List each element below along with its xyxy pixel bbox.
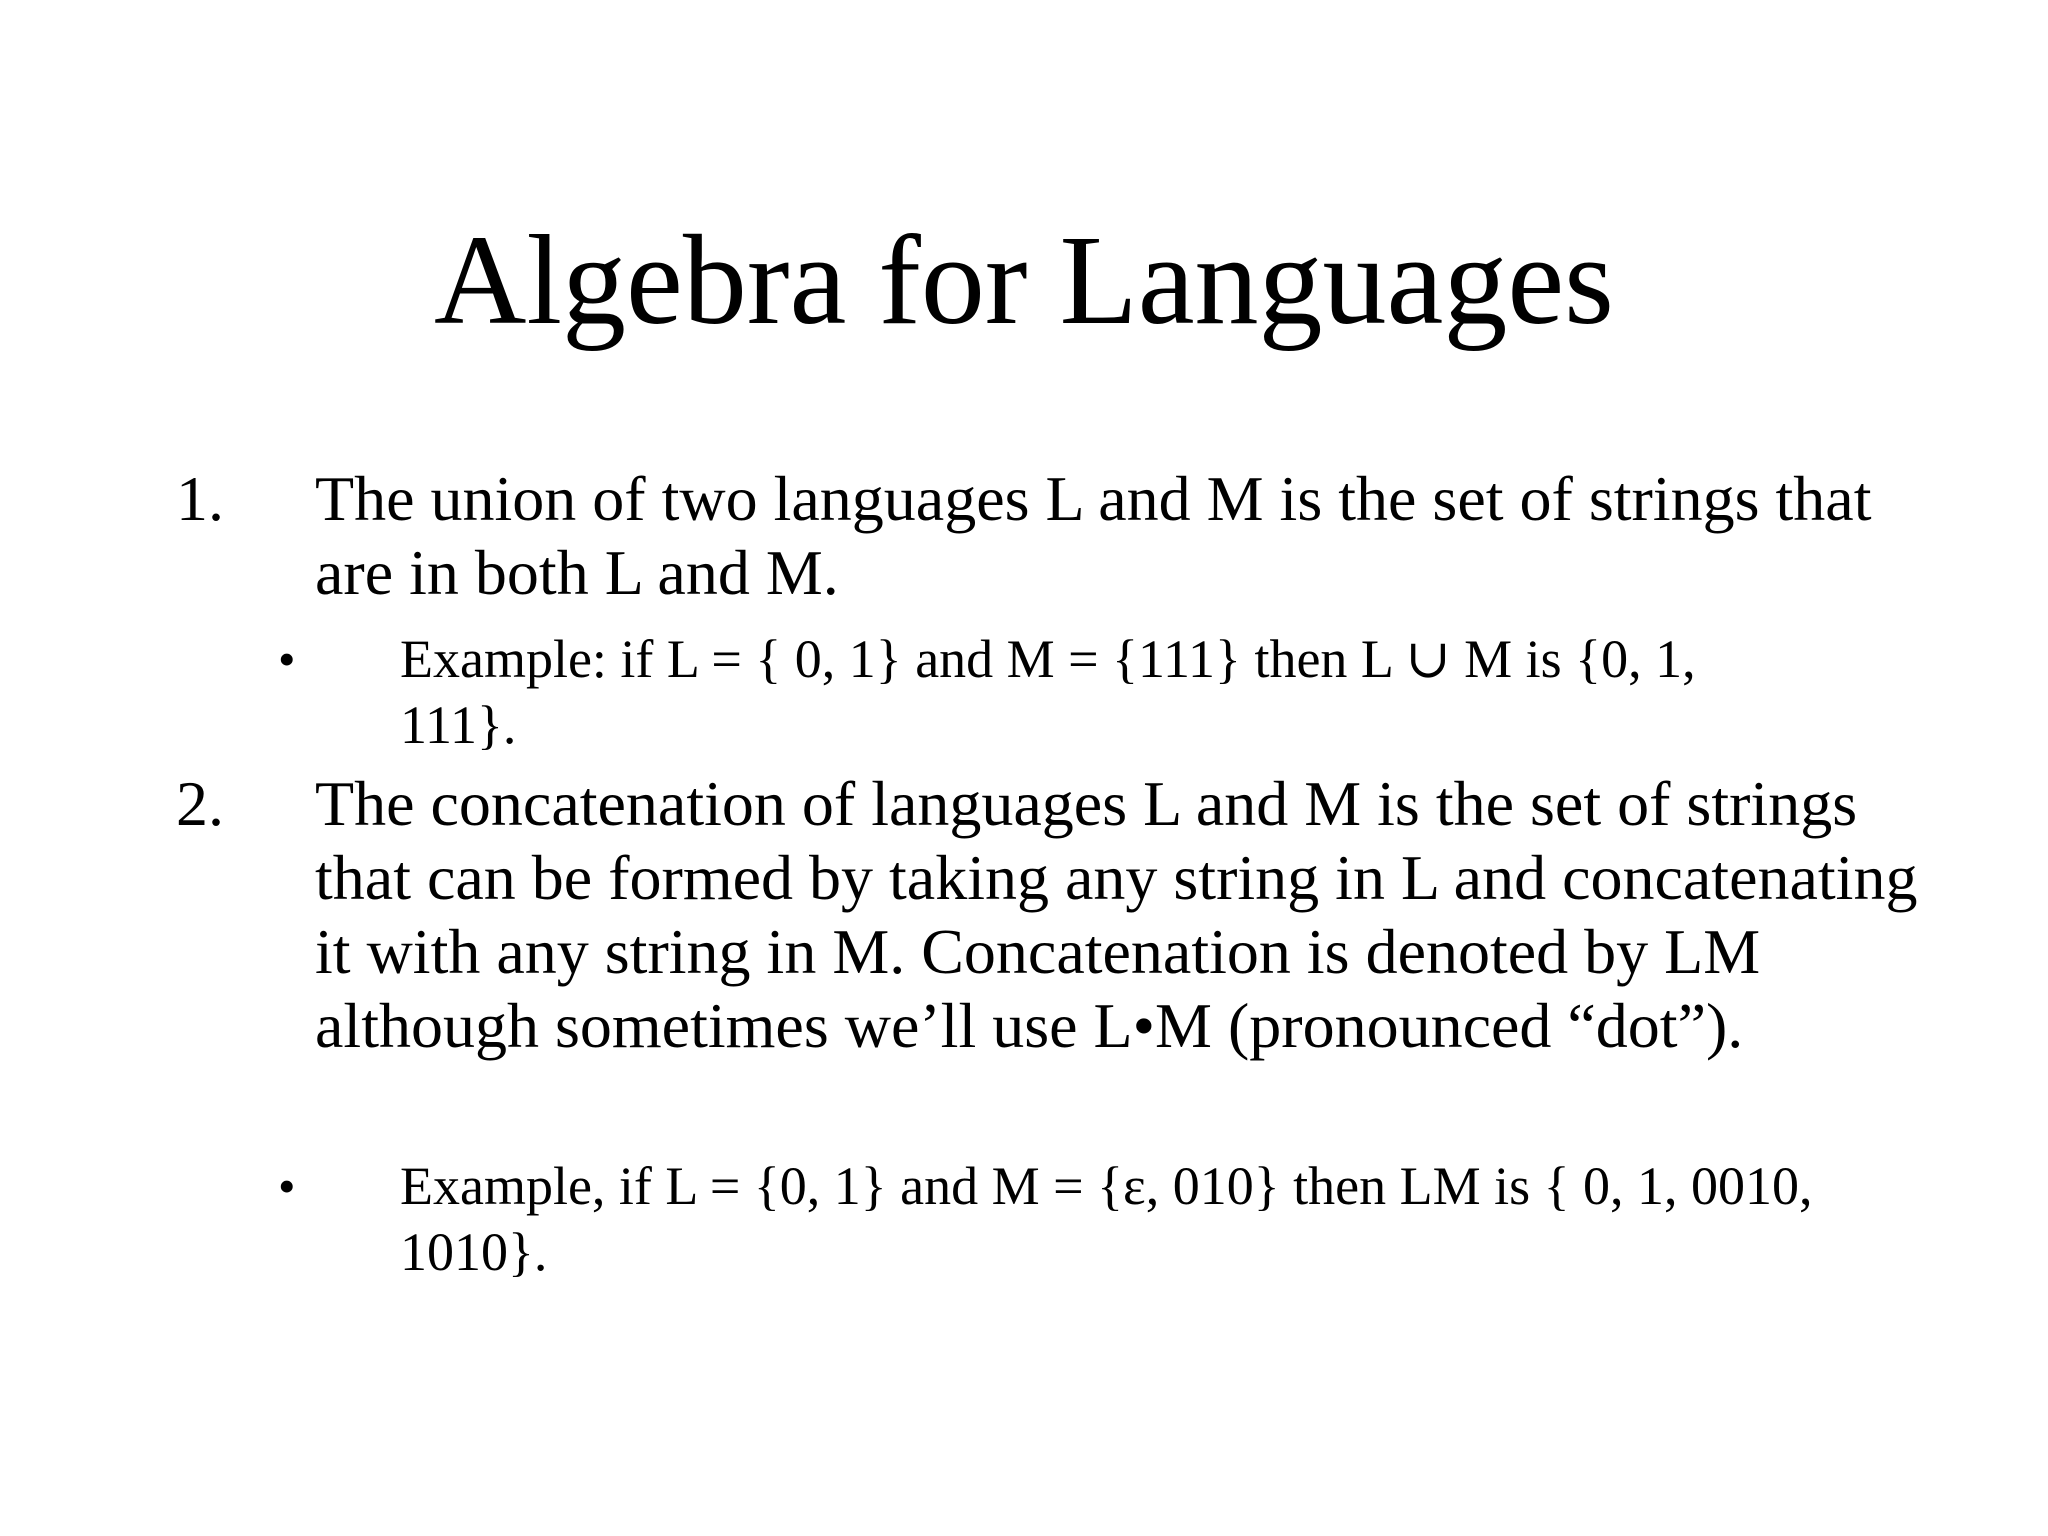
sub-bullet-1: • bbox=[278, 631, 296, 687]
sub-bullet-2: • bbox=[278, 1158, 296, 1214]
item-text-2: The concatenation of languages L and M is the set of strings that can be formed by taking any string in L and concatenating it with any string in M. Concatenation is denoted by LM although sometimes we’ll use L•M (pronounced “dot”). bbox=[315, 768, 1918, 1061]
slide-title: Algebra for Languages bbox=[434, 209, 1614, 351]
sub-text-2: Example, if L = {0, 1} and M = {ε, 010} then LM is { 0, 1, 0010, 1010}. bbox=[400, 1156, 1813, 1282]
item-number-2: 2. bbox=[176, 768, 224, 839]
item-number-1: 1. bbox=[176, 463, 224, 534]
sub-text-1: Example: if L = { 0, 1} and M = {111} then L ∪ M is {0, 1, 111}. bbox=[400, 629, 1696, 755]
item-text-1: The union of two languages L and M is the set of strings that are in both L and M. bbox=[315, 463, 1872, 608]
